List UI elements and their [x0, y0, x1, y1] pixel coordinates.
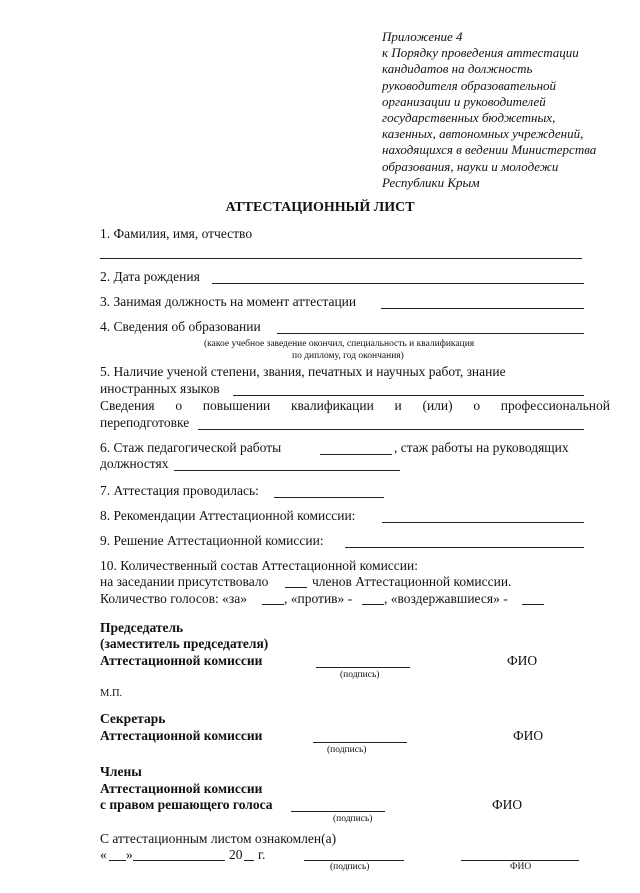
date-close-quote: »: [126, 847, 133, 862]
secretary-fio-label: ФИО: [513, 728, 544, 743]
members-commission: Аттестационной комиссии: [100, 781, 263, 796]
members-signature-field[interactable]: [291, 811, 385, 812]
field-label-votes-against: , «против» -: [284, 591, 353, 606]
field-label-position: 3. Занимая должность на момент аттестации: [100, 294, 357, 309]
votes-abstained-field[interactable]: [522, 604, 544, 605]
field-label-full-name: 1. Фамилия, имя, отчество: [100, 226, 253, 241]
education-field[interactable]: [277, 333, 584, 334]
appendix-line: казенных, автономных учреждений,: [382, 126, 584, 142]
date-year-prefix: 20: [229, 847, 243, 862]
employee-fio-field[interactable]: [461, 860, 579, 861]
secretary-signature-field[interactable]: [313, 742, 407, 743]
field-label-teaching-experience: 6. Стаж педагогической работы: [100, 440, 282, 455]
votes-for-field[interactable]: [262, 604, 284, 605]
field-label-votes-abstained: , «воздержавшиеся» -: [384, 591, 508, 606]
teaching-experience-field[interactable]: [320, 454, 392, 455]
chair-deputy: (заместитель председателя): [100, 636, 269, 651]
field-label-votes-for: Количество голосов: «за»: [100, 591, 247, 606]
chair-title: Председатель: [100, 620, 184, 635]
field-label-education: 4. Сведения об образовании: [100, 319, 261, 334]
degrees-languages-field[interactable]: [233, 395, 584, 396]
chair-commission: Аттестационной комиссии: [100, 653, 263, 668]
appendix-line: кандидатов на должность: [382, 61, 533, 77]
management-experience-field[interactable]: [174, 470, 400, 471]
page-title: АТТЕСТАЦИОННЫЙ ЛИСТ: [225, 200, 415, 215]
field-label-retraining: переподготовке: [100, 415, 190, 430]
field-label-degrees: 5. Наличие ученой степени, звания, печатных и научных работ, знание: [100, 364, 506, 379]
appendix-line: организации и руководителей: [382, 93, 546, 109]
field-label-recommendations: 8. Рекомендации Аттестационной комиссии:: [100, 508, 356, 523]
members-voting-right: с правом решающего голоса: [100, 797, 273, 812]
members-fio-label: ФИО: [492, 797, 523, 812]
acquainted-label: С аттестационным листом ознакомлен(а): [100, 831, 337, 846]
signature-hint: (подпись): [340, 670, 380, 680]
full-name-field[interactable]: [100, 258, 582, 259]
secretary-commission: Аттестационной комиссии: [100, 728, 263, 743]
decision-field[interactable]: [345, 547, 584, 548]
members-present-field[interactable]: [285, 587, 307, 588]
field-label-languages: иностранных языков: [100, 381, 220, 396]
employee-signature-field[interactable]: [304, 860, 404, 861]
field-label-decision: 9. Решение Аттестационной комиссии:: [100, 533, 324, 548]
field-label-members-present-suffix: членов Аттестационной комиссии.: [312, 574, 512, 589]
chair-fio-label: ФИО: [507, 653, 538, 668]
education-hint: по диплому, год окончания): [292, 351, 404, 361]
attestation-date-field[interactable]: [274, 497, 384, 498]
date-open-quote: «: [100, 847, 107, 862]
date-month-field[interactable]: [133, 860, 225, 861]
date-day-field[interactable]: [109, 860, 126, 861]
secretary-title: Секретарь: [100, 711, 166, 726]
birth-date-field[interactable]: [212, 283, 584, 284]
field-label-management-positions: должностях: [100, 456, 169, 471]
appendix-line: государственных бюджетных,: [382, 110, 556, 126]
appendix-line: Республики Крым: [382, 174, 480, 190]
appendix-line: Приложение 4: [382, 29, 463, 44]
votes-against-field[interactable]: [362, 604, 384, 605]
field-label-commission-composition: 10. Количественный состав Аттестационной комиссии:: [100, 558, 418, 573]
appendix-line: находящихся в ведении Министерства: [382, 142, 597, 158]
field-label-management-experience: , стаж работы на руководящих: [394, 440, 569, 455]
position-field[interactable]: [381, 308, 584, 309]
chair-signature-field[interactable]: [316, 667, 410, 668]
date-year-suffix: г.: [258, 847, 266, 862]
employee-fio-hint: ФИО: [510, 862, 532, 872]
signature-hint: (подпись): [327, 745, 367, 755]
field-label-attestation-date: 7. Аттестация проводилась:: [100, 483, 259, 498]
appendix-reference: [382, 29, 632, 191]
field-label-members-present: на заседании присутствовало: [100, 574, 269, 589]
date-year-field[interactable]: [244, 860, 254, 861]
education-hint: (какое учебное заведение окончил, специальность и квалификация: [204, 339, 475, 349]
members-title: Члены: [100, 764, 142, 779]
field-label-birth-date: 2. Дата рождения: [100, 269, 200, 284]
qualification-field[interactable]: [198, 429, 584, 430]
field-label-qualification: Сведения о повышении квалификации и (или) о профессиональной: [100, 398, 610, 413]
signature-hint: (подпись): [333, 814, 373, 824]
stamp-label: М.П.: [100, 688, 123, 699]
appendix-line: к Порядку проведения аттестации: [382, 45, 579, 61]
appendix-line: руководителя образовательной: [382, 77, 557, 93]
appendix-line: образования, науки и молодежи: [382, 158, 559, 174]
signature-hint: (подпись): [330, 862, 370, 872]
recommendations-field[interactable]: [382, 522, 584, 523]
